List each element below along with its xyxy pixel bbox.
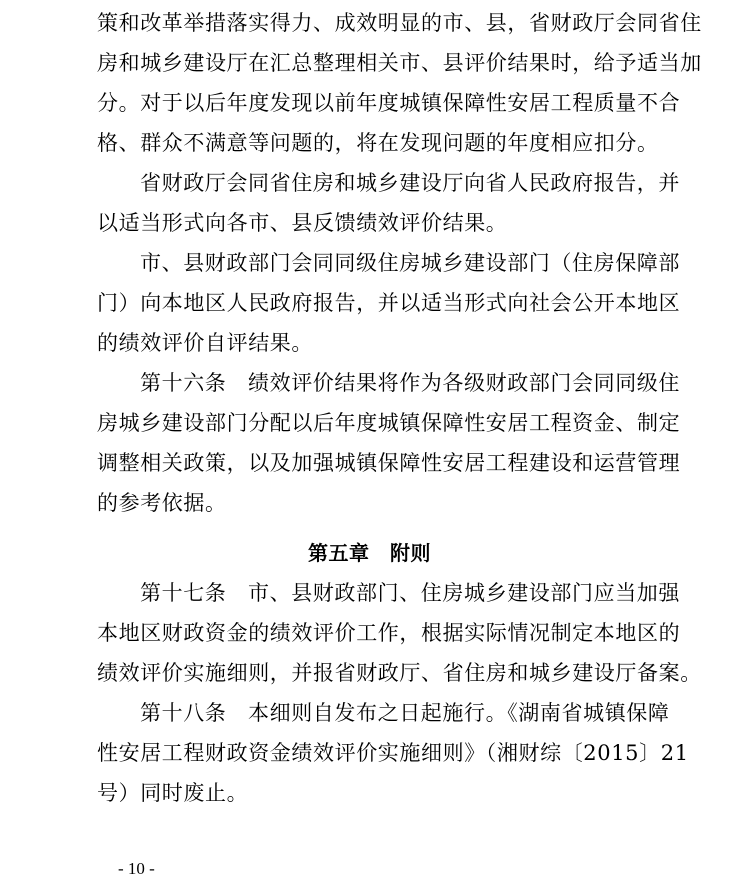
paragraph-line: 格、群众不满意等问题的，将在发现问题的年度相应扣分。 (97, 131, 659, 155)
paragraph-line: 门）向本地区人民政府报告，并以适当形式向社会公开本地区 (97, 291, 681, 315)
paragraph-line: 绩效评价实施细则，并报省财政厅、省住房和城乡建设厅备案。 (97, 661, 702, 685)
paragraph-line: 调整相关政策，以及加强城镇保障性安居工程建设和运营管理 (97, 451, 681, 475)
page-number: - 10 - (118, 859, 155, 878)
article-17-line: 第十七条 市、县财政部门、住房城乡建设部门应当加强 (140, 581, 680, 605)
paragraph-line: 省财政厅会同省住房和城乡建设厅向省人民政府报告，并 (140, 171, 680, 195)
paragraph-line: 房城乡建设部门分配以后年度城镇保障性安居工程资金、制定 (97, 411, 681, 435)
paragraph-line: 的参考依据。 (97, 491, 227, 515)
paragraph-line: 策和改革举措落实得力、成效明显的市、县，省财政厅会同省住 (97, 11, 702, 35)
paragraph-line: 本地区财政资金的绩效评价工作，根据实际情况制定本地区的 (97, 621, 681, 645)
paragraph-line: 房和城乡建设厅在汇总整理相关市、县评价结果时，给予适当加 (97, 51, 702, 75)
paragraph-line: 市、县财政部门会同同级住房城乡建设部门（住房保障部 (140, 251, 680, 275)
paragraph-line: 性安居工程财政资金绩效评价实施细则》（湘财综〔2015〕21 (97, 741, 689, 765)
chapter-heading: 第五章 附则 (308, 541, 431, 565)
article-18-line: 第十八条 本细则自发布之日起施行。《湖南省城镇保障 (140, 701, 670, 725)
article-16-line: 第十六条 绩效评价结果将作为各级财政部门会同同级住 (140, 371, 680, 395)
paragraph-line: 的绩效评价自评结果。 (97, 331, 313, 355)
paragraph-line: 号）同时废止。 (97, 781, 249, 805)
paragraph-line: 以适当形式向各市、县反馈绩效评价结果。 (97, 211, 508, 235)
paragraph-line: 分。对于以后年度发现以前年度城镇保障性安居工程质量不合 (97, 91, 681, 115)
